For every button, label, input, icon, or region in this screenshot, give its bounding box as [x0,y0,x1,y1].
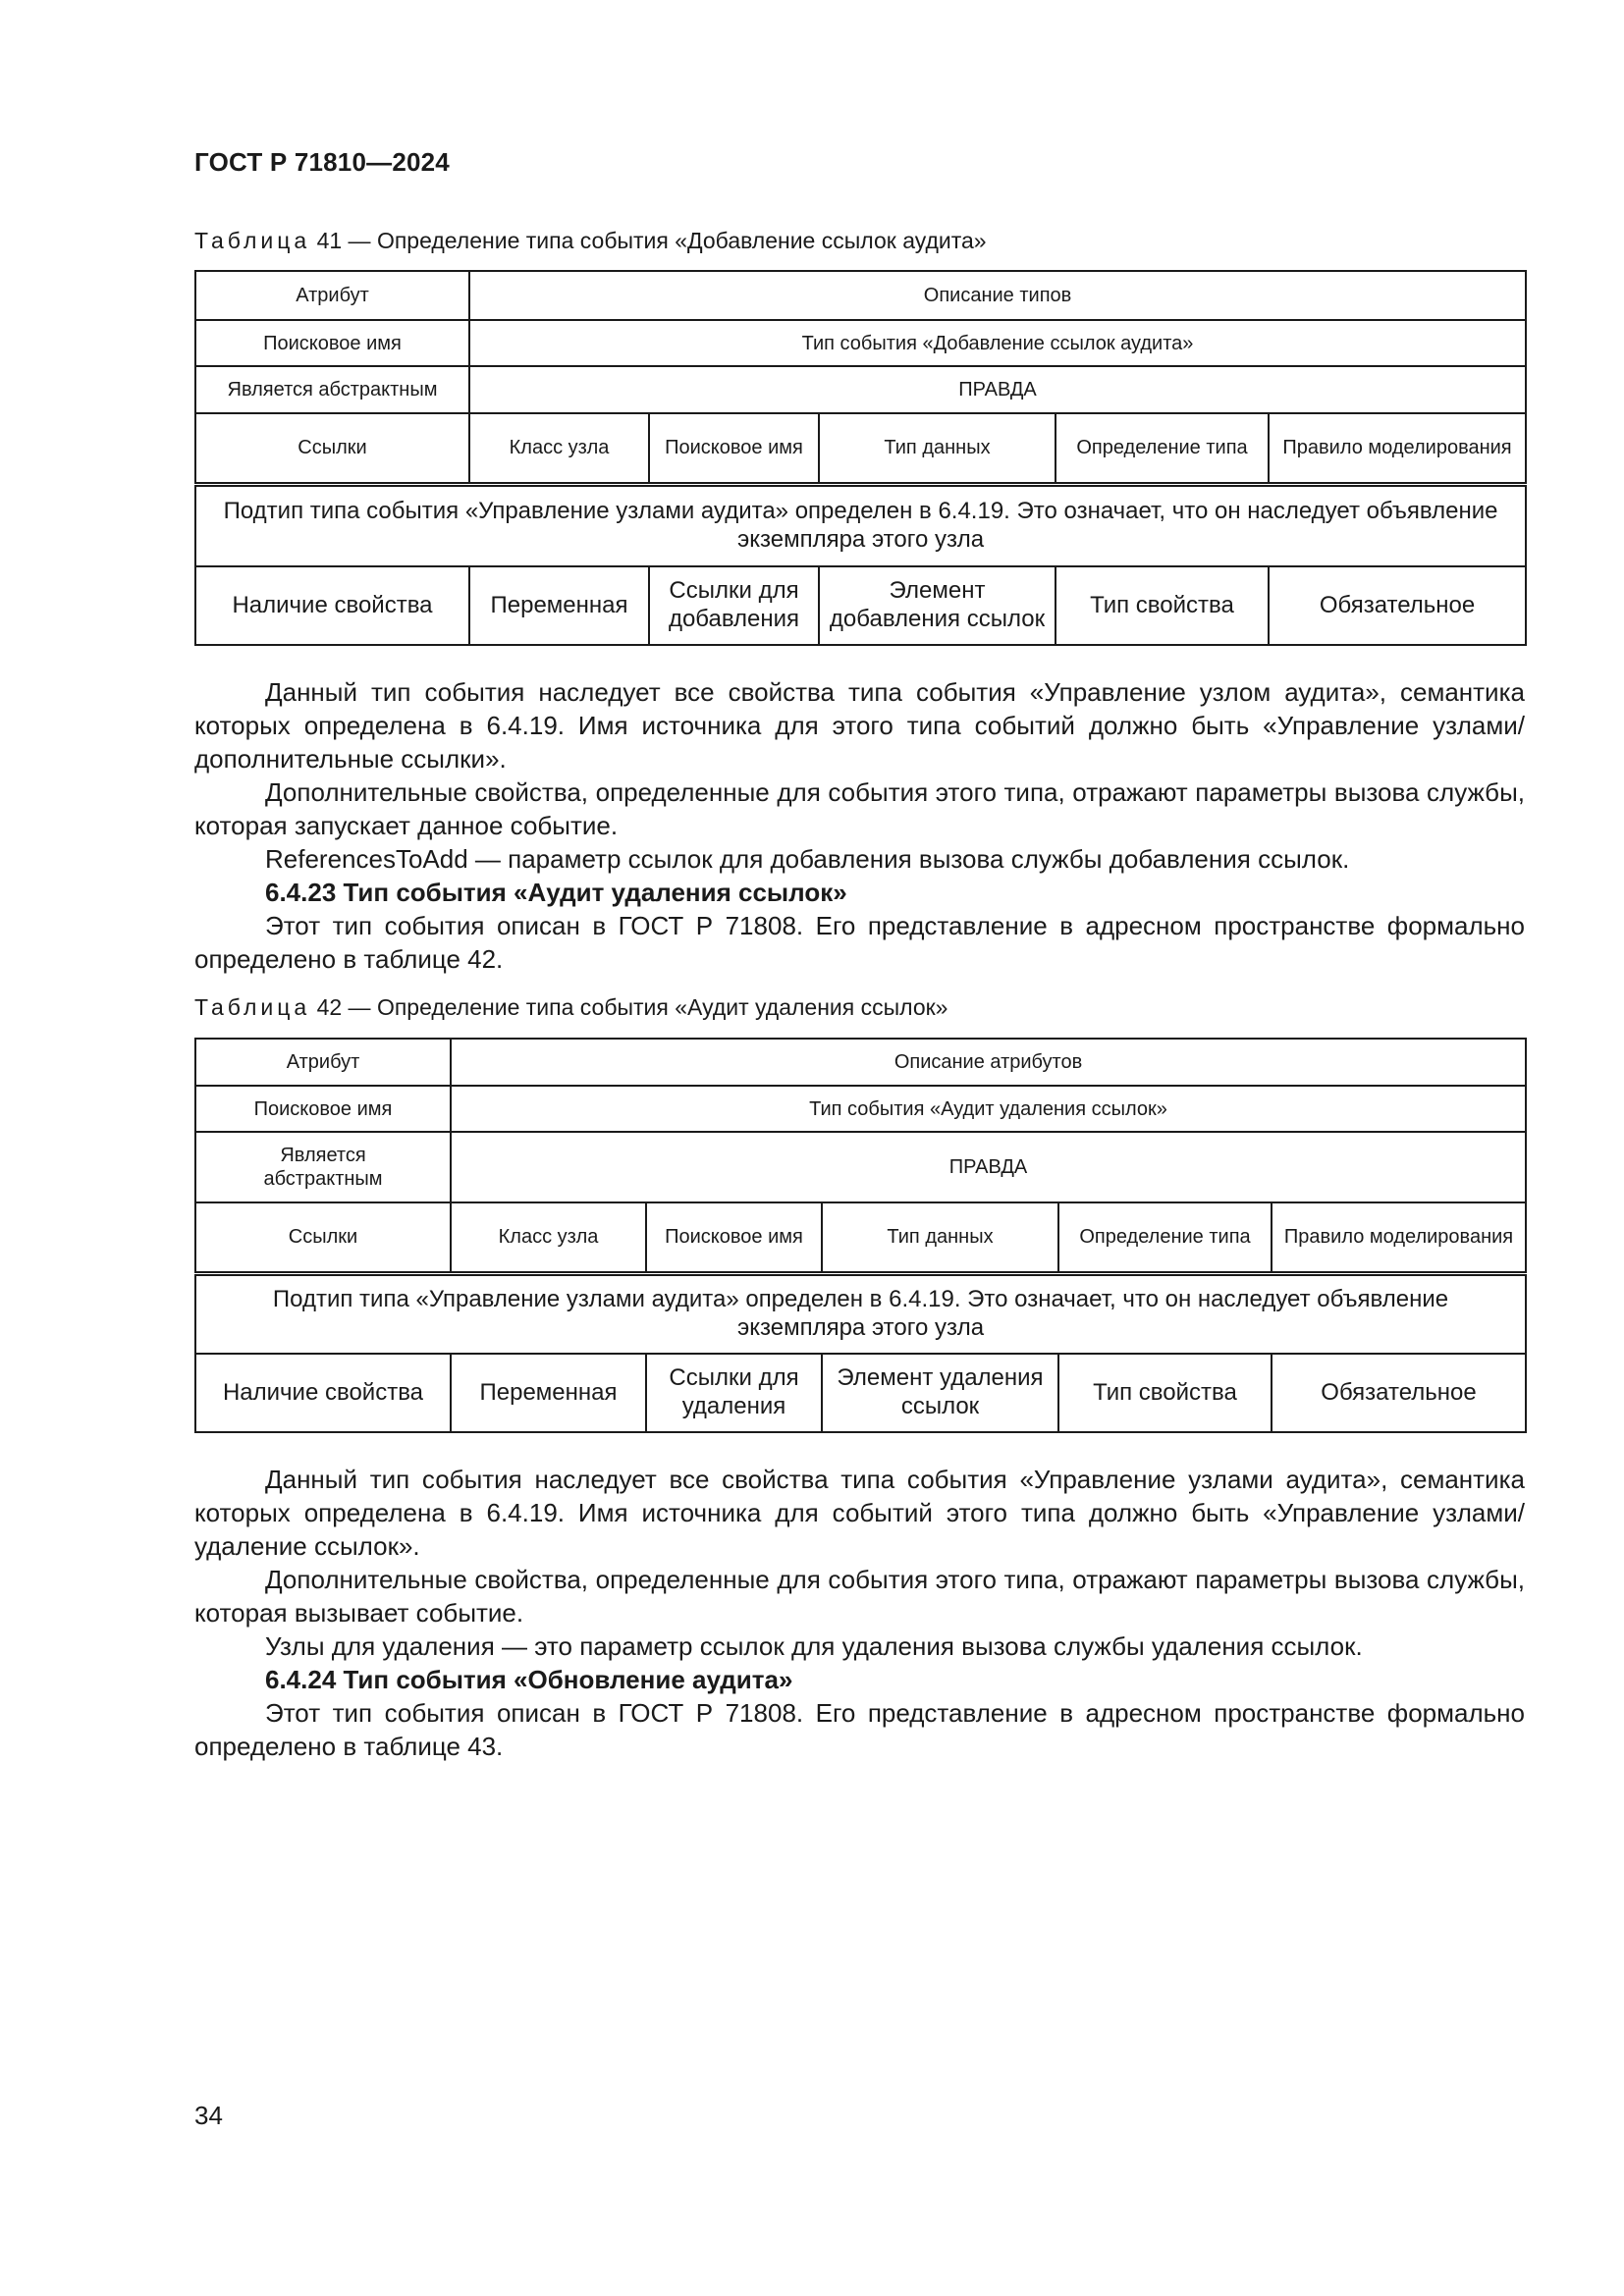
table-41-refs-header-cell: Правило моделирования [1269,413,1526,484]
document-header: ГОСТ Р 71810—2024 [194,147,450,177]
table-42-refs-header-cell: Ссылки [195,1202,451,1273]
paragraph: Этот тип события описан в ГОСТ Р 71808. Его представление в адресном пространстве формально определено в таблице 43. [194,1698,1525,1761]
table-42-property-cell: Ссылки для удаления [646,1354,822,1432]
table-42-refs-header-cell: Поисковое имя [646,1202,822,1273]
text-block-2 [194,1463,1525,1763]
table-42-browse-value: Тип события «Аудит удаления ссылок» [451,1086,1526,1132]
table-41-browse-value: Тип события «Добавление ссылок аудита» [469,320,1526,366]
paragraph: Дополнительные свойства, определенные для события этого типа, отражают параметры вызова службы, которая вызывает событие. [194,1565,1525,1628]
table-41-caption [194,228,987,254]
table-41-property-cell: Ссылки для добавления [649,566,819,645]
table-42-refs-header-cell: Определение типа [1058,1202,1272,1273]
table-42-attr-value: Описание атрибутов [451,1039,1526,1086]
table-41-abstract-value: ПРАВДА [469,366,1526,413]
table-41-property-cell: Элемент добавления ссылок [819,566,1056,645]
table-42-property-cell: Обязательное [1272,1354,1526,1432]
table-41-attr-label: Атрибут [195,271,469,320]
paragraph: ReferencesToAdd — параметр ссылок для добавления вызова службы добавления ссылок. [265,844,1350,874]
table-41-refs-header-cell: Класс узла [469,413,649,484]
table-41-caption-text: 41 — Определение типа события «Добавление ссылок аудита» [310,228,987,253]
section-heading-6-4-24: 6.4.24 Тип события «Обновление аудита» [265,1665,793,1694]
table-42-abstract-label: Является абстрактным [195,1132,451,1202]
paragraph: Дополнительные свойства, определенные для события этого типа, отражают параметры вызова службы, которая запускает данное событие. [194,777,1525,840]
table-42-property-cell: Тип свойства [1058,1354,1272,1432]
table-41-property-cell: Переменная [469,566,649,645]
table-41-browse-label: Поисковое имя [195,320,469,366]
paragraph: Данный тип события наследует все свойства типа события «Управление узлом аудита», семантика которых определена в 6.4.19. Имя источника для этого типа событий должно быть «Управление узлами/дополнительные ссылки». [194,677,1525,774]
table-42-abstract-value: ПРАВДА [451,1132,1526,1202]
table-42-property-cell: Элемент удаления ссылок [822,1354,1058,1432]
table-42-caption-word: Таблица [194,994,311,1020]
paragraph: Узлы для удаления — это параметр ссылок для удаления вызова службы удаления ссылок. [265,1631,1363,1661]
table-42-property-cell: Переменная [451,1354,646,1432]
table-41-refs-header-cell: Тип данных [819,413,1056,484]
table-42-caption-text: 42 — Определение типа события «Аудит удаления ссылок» [310,994,948,1020]
table-42-refs-header-cell: Класс узла [451,1202,646,1273]
table-41-property-cell: Наличие свойства [195,566,469,645]
table-41-abstract-label: Является абстрактным [195,366,469,413]
table-42-refs-header-cell: Правило моделирования [1272,1202,1526,1273]
table-42 [194,1038,1527,1433]
table-41-property-cell: Обязательное [1269,566,1526,645]
table-42-browse-label: Поисковое имя [195,1086,451,1132]
table-41-caption-word: Таблица [194,228,311,253]
table-41-refs-header-cell: Определение типа [1056,413,1269,484]
table-42-caption [194,994,947,1021]
table-41 [194,270,1527,646]
table-42-refs-header-cell: Тип данных [822,1202,1058,1273]
table-41-refs-header-cell: Поисковое имя [649,413,819,484]
table-42-subtype-note: Подтип типа «Управление узлами аудита» определен в 6.4.19. Это означает, что он наследует объявление экземпляра этого узла [195,1273,1526,1354]
table-41-attr-value: Описание типов [469,271,1526,320]
page-number: 34 [194,2101,223,2130]
table-41-subtype-note: Подтип типа события «Управление узлами аудита» определен в 6.4.19. Это означает, что он наследует объявление экземпляра этого узла [195,484,1526,566]
table-41-refs-header-cell: Ссылки [195,413,469,484]
table-42-property-cell: Наличие свойства [195,1354,451,1432]
text-block-1 [194,675,1525,976]
paragraph: Этот тип события описан в ГОСТ Р 71808. Его представление в адресном пространстве формально определено в таблице 42. [194,911,1525,974]
table-42-attr-label: Атрибут [195,1039,451,1086]
section-heading-6-4-23: 6.4.23 Тип события «Аудит удаления ссылок» [265,878,847,907]
table-41-property-cell: Тип свойства [1056,566,1269,645]
paragraph: Данный тип события наследует все свойства типа события «Управление узлами аудита», семантика которых определена в 6.4.19. Имя источника для событий этого типа должно быть «Управление узлами/удаление ссылок». [194,1465,1525,1561]
